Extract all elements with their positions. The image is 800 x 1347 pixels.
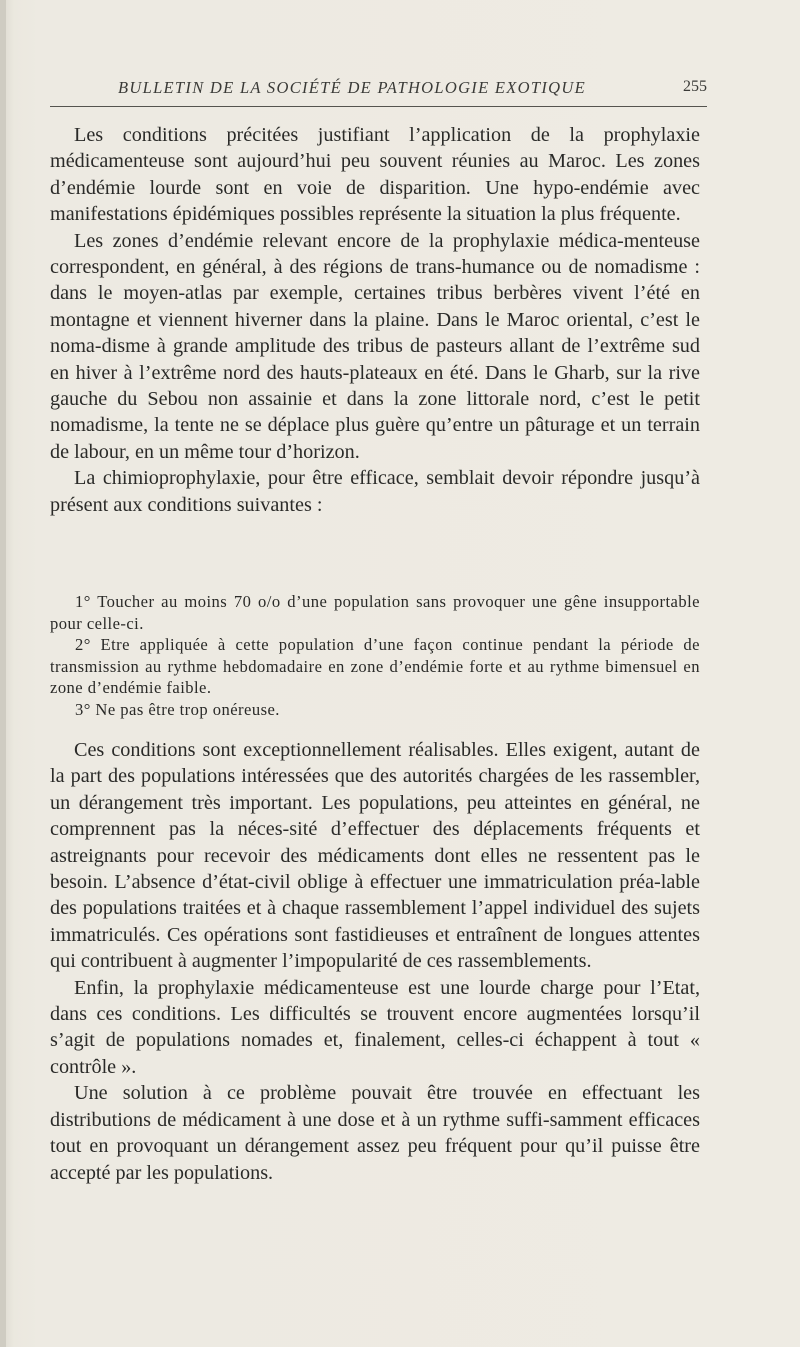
paragraph: Les zones d’endémie relevant encore de la prophylaxie médica-menteuse correspondent, en général, à des régions de trans-humance ou de nomadisme : dans le moyen-atlas par exemple, certaines tribus berbères vivent l’été en montagne et viennent hiverner dans la plaine. Dans le Maroc oriental, c’est le noma-disme à grande amplitude des tribus de pasteurs allant de l’extrême sud en hiver à l’extrême nord des hauts-plateaux en été. Dans le Gharb, sur la rive gauche du Sebou non assainie et dans la zone littorale nord, c’est le petit nomadisme, la tente ne se déplace plus guère qu’entre un pâturage et un terrain de labour, en un même tour d’horizon. xyxy=(50,229,700,463)
article-body-bottom xyxy=(50,737,700,1186)
header-rule xyxy=(50,106,707,107)
paragraph: Ces conditions sont exceptionnellement réalisables. Elles exigent, autant de la part des populations intéressées que des autorités chargées de les rassembler, un dérangement très important. Les populations, peu atteintes en général, ne comprennent pas la néces-sité d’effectuer des déplacements fréquents et astreignants pour recevoir des médicaments dont elles ne ressentent pas le besoin. L’absence d’état-civil oblige à effectuer une immatriculation préa-lable des populations traitées et à chaque rassemblement l’appel individuel des sujets immatriculés. Ces opérations sont fastidieuses et entraînent de longues attentes qui contribuent à augmenter l’impopularité de ces rassemblements. xyxy=(50,739,700,973)
paragraph: Les conditions précitées justifiant l’application de la prophylaxie médicamenteuse sont aujourd’hui peu souvent réunies au Maroc. Les zones d’endémie lourde sont en voie de disparition. Une hypo-endémie avec manifestations épidémiques possibles représente la situation la plus fréquente. xyxy=(50,124,700,226)
conditions-list xyxy=(50,591,700,721)
journal-title: BULLETIN DE LA SOCIÉTÉ DE PATHOLOGIE EXOTIQUE xyxy=(118,78,586,97)
running-header xyxy=(50,78,707,100)
list-item: 3° Ne pas être trop onéreuse. xyxy=(75,699,280,719)
paragraph: Une solution à ce problème pouvait être trouvée en effectuant les distributions de médicament à une dose et à un rythme suffi-samment efficaces tout en provoquant un dérangement assez peu fréquent pour qu’il puisse être accepté par les populations. xyxy=(50,1082,700,1184)
paragraph: Enfin, la prophylaxie médicamenteuse est une lourde charge pour l’Etat, dans ces conditions. Les difficultés se trouvent encore augmentées lorsqu’il s’agit de populations nomades et, finalement, celles-ci échappent à tout « contrôle ». xyxy=(50,976,700,1078)
page-gutter-shadow xyxy=(0,0,6,1347)
article-body-top xyxy=(50,122,700,518)
paragraph: La chimioprophylaxie, pour être efficace, semblait devoir répondre jusqu’à présent aux conditions suivantes : xyxy=(50,467,700,516)
page-number: 255 xyxy=(683,78,707,95)
list-item: 1° Toucher au moins 70 o/o d’une population sans provoquer une gêne insupportable pour celle-ci. xyxy=(50,592,700,633)
list-item: 2° Etre appliquée à cette population d’une façon continue pendant la période de transmission au rythme hebdomadaire en zone d’endémie forte et au rythme bimensuel en zone d’endémie faible. xyxy=(50,635,700,698)
